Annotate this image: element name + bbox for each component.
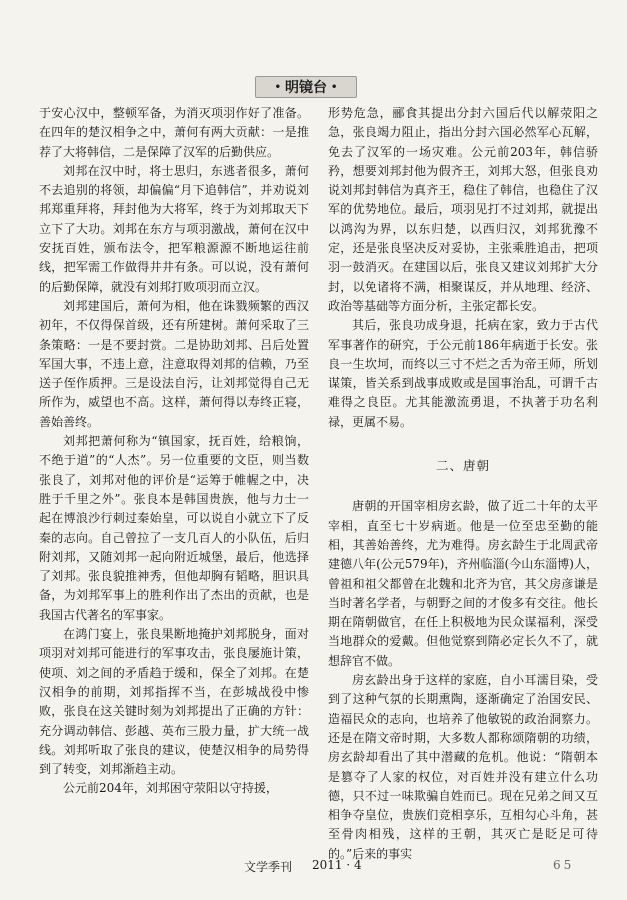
right-text-column [328, 104, 598, 864]
paragraph: 唐朝的开国宰相房玄龄，做了近二十年的太平宰相，直至七十岁病逝。他是一位至忠至勤的能相，其善始善终，尤为难得。房玄龄生于北周武帝建德八年(公元579年)，齐州临淄(今山东淄博)人，曾祖和祖父都曾在北魏和北齐为官，其父房彦谦是当时著名学者，与朝野之间的才俊多有交往。他长期在隋朝做官，在任上积极地为民众谋福利，深受当地群众的爱戴。但他觉察到隋必定长久不了，就想辞官不做。 [328, 499, 598, 668]
paragraph: 其后，张良功成身退，托病在家，致力于古代军事著作的研究，于公元前186年病逝于长安。张良一生坎坷，而终以三寸不烂之舌为帝王师，所划谋策，皆关系到战事成败或是国事治乱，可谓千古难得之良臣。尤其能激流勇退，不执著于功名利禄，更属不易。 [328, 318, 598, 429]
paragraph: 刘邦建国后，萧何为相，他在诛戮频繁的西汉初年，不仅得保首级，还有所建树。萧何采取了三条策略：一是不要封赏。二是协助刘邦、吕后处置军国大事，不违上意，注意取得刘邦的信赖，乃至送子侄作质押。三是设法自污，让刘邦觉得自己无所作为，威望也不高。这样，萧何得以寿终正寝，善始善终。 [39, 298, 309, 429]
page-footer [0, 858, 627, 878]
paragraph: 于安心汉中，整顿军备，为消灭项羽作好了准备。在四年的楚汉相争之中，萧何有两大贡献：一是推荐了大将韩信，二是保障了汉军的后勤供应。 [39, 106, 309, 159]
page-number: 65 [553, 858, 575, 872]
paragraph: 刘邦在汉中时，将士思归，东逃者很多，萧何不去追别的将领，却偏偏“月下追韩信”，并劝说刘邦郑重拜将，拜封他为大将军，终于为刘邦取天下立下了大功。刘邦在东方与项羽激战，萧何在汉中安抚百姓，颁布法令，把军粮源源不断地运往前线，把军需工作做得井井有条。可以说，没有萧何的后勤保障，就没有刘邦打败项羽而立汉。 [39, 163, 309, 294]
column-header [255, 76, 357, 98]
bullet-dot-left: • [274, 81, 281, 93]
paragraph: 公元前204年，刘邦困守荥阳以守持援， [63, 781, 278, 796]
section-heading: 二、唐朝 [435, 458, 490, 474]
journal-name: 文学季刊 [244, 860, 293, 874]
issue-number: 2011 · 4 [312, 858, 362, 872]
left-text-column [39, 104, 309, 799]
paragraph: 形势危急，郦食其提出分封六国后代以解荥阳之急，张良竭力阻止，指出分封六国必然军心瓦解，免去了汉军的一场灾难。公元前203年，韩信骄矜，想要刘邦封他为假齐王，刘邦大怒，但张良劝说刘邦封韩信为真齐王，稳住了韩信，也稳住了汉军的优势地位。最后，项羽见打不过刘邦，就提出以鸿沟为界，以东归楚，以西归汉，刘邦犹豫不定，还是张良坚决反对妥协，主张乘胜追击，把项羽一鼓消灭。在建国以后，张良又建议刘邦扩大分封，以免诸将不满，相聚谋反，并从地理、经济、政治等基础等方面分析，主张定都长安。 [328, 106, 598, 313]
paragraph: 在鸿门宴上，张良果断地掩护刘邦脱身，面对项羽对刘邦可能进行的军事攻击，张良屡施计策，使项、刘之间的矛盾趋于缓和，保全了刘邦。在楚汉相争的前期，刘邦指挥不当，在彭城战役中惨败，张良在这关键时刻为刘邦提出了正确的方针：充分调动韩信、彭越、英布三股力量，扩大统一战线。刘邦听取了张良的建议，使楚汉相争的局势得到了转变，刘邦渐趋主动。 [39, 627, 309, 777]
paragraph: 房玄龄出身于这样的家庭，自小耳濡目染，受到了这种气氛的长期熏陶，逐渐确定了治国安民、造福民众的志向，也培养了他敏锐的政治洞察力。还是在隋文帝时期，大多数人都称颂隋朝的功绩，房玄龄却看出了其中潜藏的危机。他说：“隋朝本是篡夺了人家的权位，对百姓并没有建立什么功德，只不过一味欺骗自姓而已。现在兄弟之间又互相争夺皇位，贵族们竞相享乐，互相勾心斗角，甚至骨肉相残，这样的王朝，其灭亡是眨足可待的。”后来的事实 [328, 673, 598, 861]
paragraph: 刘邦把萧何称为“镇国家，抚百姓，给粮饷，不绝于道”的“人杰”。另一位重要的文臣，则当数张良了，刘邦对他的评价是“运筹于帷幄之中，决胜于千里之外”。张良本是韩国贵族，他与力士一起在博浪沙行刺过秦始皇，可以说自小就立下了反秦的志向。自己曾拉了一支几百人的小队伍，后归附刘邦，又随刘邦一起向附近城堡，最后，他选择了刘邦。张良貌推神秀，但他却胸有韬略，胆识具备，为刘邦军事上的胜利作出了杰出的贡献，也是我国古代著名的军事家。 [39, 434, 309, 622]
bullet-dot-right: • [331, 81, 338, 93]
column-header-title: 明镜台 [285, 80, 327, 96]
